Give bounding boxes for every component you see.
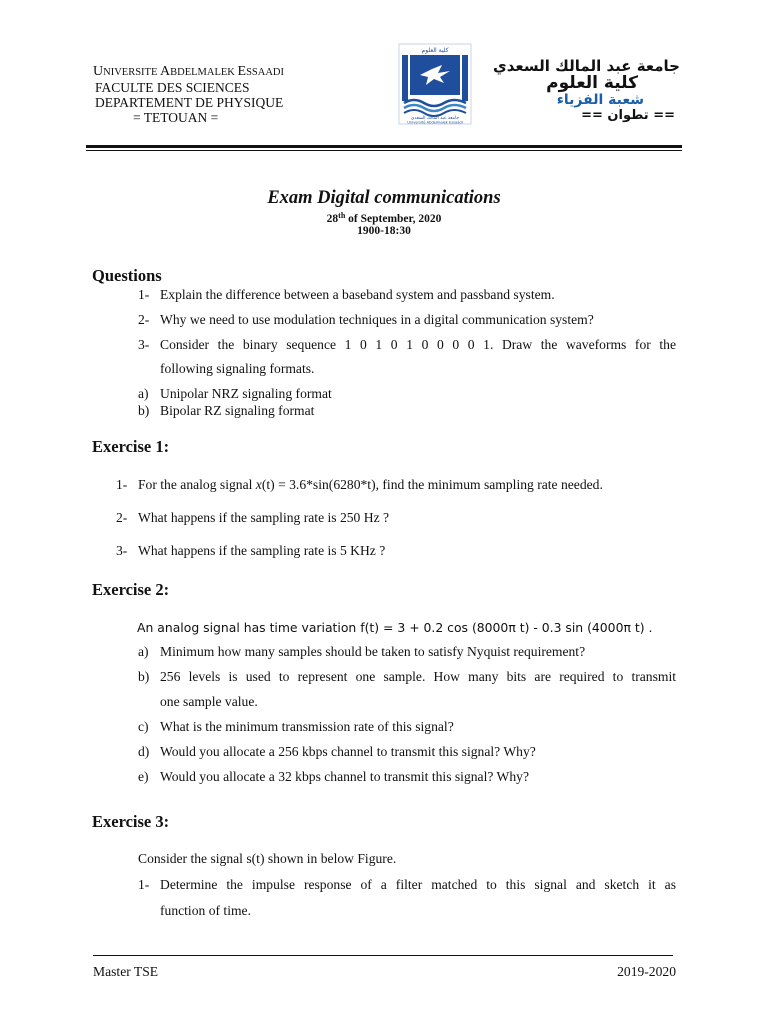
department-name: DEPARTEMENT DE PHYSIQUE [95, 95, 284, 110]
exercise-1-item-3-text: What happens if the sampling rate is 5 KHz ? [138, 543, 386, 558]
exercise-2-a-letter: a) [138, 644, 149, 659]
question-a-text: Unipolar NRZ signaling format [160, 386, 332, 401]
exercise-3-heading: Exercise 3: [92, 812, 170, 831]
exercise-2-a-text: Minimum how many samples should be taken to satisfy Nyquist requirement? [160, 644, 586, 659]
question-1-text: Explain the difference between a baseband system and passband system. [160, 287, 555, 302]
exercise-2-b-line-1: 256 levels is used to represent one sample. How many bits are required to transmit [160, 669, 676, 684]
question-a-letter: a) [138, 386, 149, 401]
arabic-city-name: == تطوان == [581, 108, 675, 123]
header-divider-thick [86, 145, 682, 148]
question-b-text: Bipolar RZ signaling format [160, 403, 315, 418]
exercise-1-heading: Exercise 1: [92, 437, 170, 456]
exercise-3-item-1-line-1: Determine the impulse response of a filter matched to this signal and sketch it as [160, 877, 676, 892]
city-name: = TETOUAN = [133, 110, 219, 125]
arabic-header-block [493, 58, 680, 124]
exercise-2-e-letter: e) [138, 769, 149, 784]
exercise-2-b-letter: b) [138, 669, 150, 684]
arabic-department-name: شعبة الفزياء [556, 92, 644, 108]
exercise-2-d-letter: d) [138, 744, 150, 759]
question-3-number: 3- [138, 337, 150, 352]
exercise-1-item-1-number: 1- [116, 477, 128, 492]
footer-year: 2019-2020 [617, 964, 676, 979]
exercise-1-item-1-text: For the analog signal x(t) = 3.6*sin(6280*t), find the minimum sampling rate needed. [138, 477, 603, 492]
questions-heading: Questions [92, 266, 162, 285]
question-2-text: Why we need to use modulation techniques in a digital communication system? [160, 312, 594, 327]
question-2-number: 2- [138, 312, 150, 327]
exercise-2-intro: An analog signal has time variation f(t) = 3 + 0.2 cos (8000π t) - 0.3 sin (4000π t) . [137, 620, 653, 635]
svg-text:كلية العلوم: كلية العلوم [421, 47, 449, 54]
svg-text:Université Abdelmalek Essaâdi: Université Abdelmalek Essaâdi [407, 120, 463, 125]
exercise-3-item-1-line-2: function of time. [160, 903, 251, 918]
exercise-3-intro: Consider the signal s(t) shown in below Figure. [138, 851, 397, 866]
faculty-name: FACULTE DES SCIENCES [95, 80, 250, 95]
question-b-letter: b) [138, 403, 150, 418]
exercise-2-e-text: Would you allocate a 32 kbps channel to transmit this signal? Why? [160, 769, 530, 784]
question-3-line-1: Consider the binary sequence 1 0 1 0 1 0 0 0 0 1. Draw the waveforms for the [160, 337, 676, 352]
exercise-2-c-letter: c) [138, 719, 149, 734]
svg-text:جامعة عبد المالك السعدي: جامعة عبد المالك السعدي [410, 116, 460, 121]
header-divider-thin [86, 150, 682, 151]
exercise-2-b-line-2: one sample value. [160, 694, 258, 709]
exam-date: 28th of September, 2020 [326, 211, 442, 225]
exercise-2-c-text: What is the minimum transmission rate of this signal? [160, 719, 454, 734]
question-3-line-2: following signaling formats. [160, 361, 315, 376]
exam-title: Exam Digital communications [267, 188, 501, 208]
exercise-1-item-2-text: What happens if the sampling rate is 250 Hz ? [138, 510, 390, 525]
question-1-number: 1- [138, 287, 150, 302]
arabic-university-name: جامعة عبد المالك السعدي [493, 57, 680, 75]
exercise-1-item-2-number: 2- [116, 510, 128, 525]
footer-program: Master TSE [93, 964, 159, 979]
arabic-faculty-name: كلية العلوم [546, 73, 638, 93]
university-name: UNIVERSITE ABDELMALEK ESSAADI [93, 64, 284, 79]
university-logo-icon [398, 43, 472, 125]
exam-time: 1900-18:30 [357, 225, 411, 237]
exercise-3-item-1-number: 1- [138, 877, 150, 892]
exercise-2-d-text: Would you allocate a 256 kbps channel to transmit this signal? Why? [160, 744, 536, 759]
footer-divider [93, 955, 673, 956]
exercise-1-item-3-number: 3- [116, 543, 128, 558]
university-name-block [93, 63, 284, 125]
exercise-2-heading: Exercise 2: [92, 580, 170, 599]
